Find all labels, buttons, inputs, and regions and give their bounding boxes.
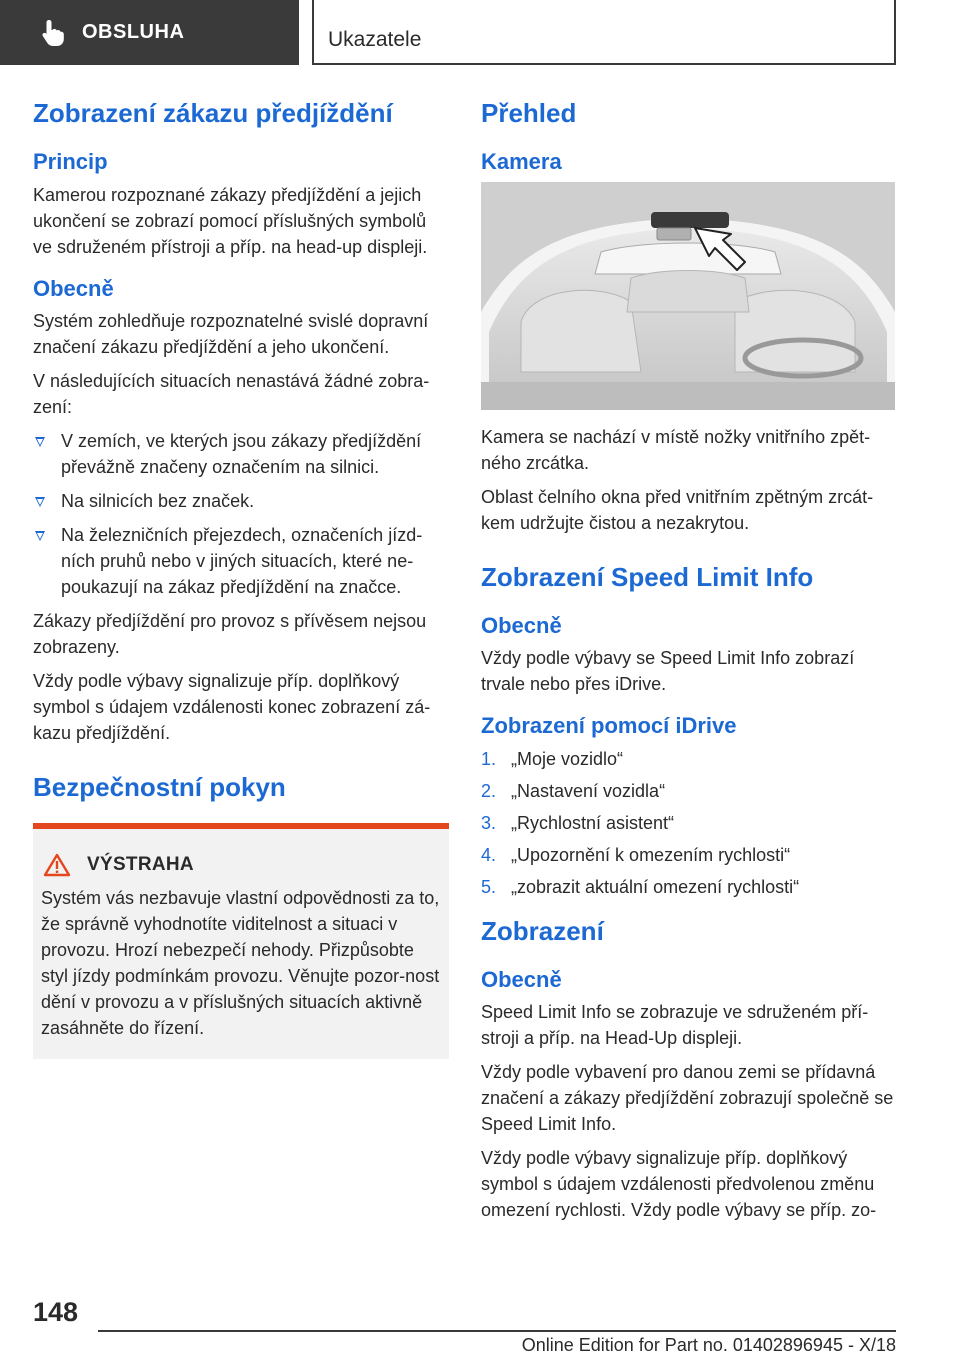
step-number: 4. (481, 844, 497, 865)
display-title: Zobrazení (481, 915, 604, 946)
triangle-bullet-icon (35, 437, 45, 447)
list-item (33, 428, 449, 480)
warning-box (33, 823, 449, 1059)
display-paragraph-1: Speed Limit Info se zobrazuje ve sdruženém pří-stroji a příp. na Head-Up displeji. (481, 1002, 869, 1049)
list-item-text: Na silnicích bez značek. (61, 490, 255, 511)
list-item (481, 746, 897, 772)
speed-limit-obecne-text: Vždy podle výbavy se Speed Limit Info zobrazí trvale nebo přes iDrive. (481, 648, 855, 695)
chapter-header (312, 0, 896, 65)
display-obecne-heading: Obecně (481, 966, 562, 992)
section-tab[interactable] (0, 0, 299, 65)
footer-divider (98, 1330, 896, 1332)
obecne-paragraph-1: Systém zohledňuje rozpoznatelné svislé dopravní značení zákazu předjíždění a jeho ukončení. (33, 310, 429, 357)
list-item (481, 778, 897, 804)
step-text: „Moje vozidlo“ (511, 748, 624, 769)
display-paragraph-3: Vždy podle výbavy signalizuje příp. doplňkový symbol s údajem vzdálenosti předvolenou změnu omezení rychlosti. Vždy podle výbavy se příp. zo- (481, 1148, 877, 1221)
camera-paragraph-1: Kamera se nachází v místě nožky vnitřního zpět-ného zrcátka. (481, 426, 871, 473)
hand-pointer-icon (40, 18, 66, 48)
step-text: „Nastavení vozidla“ (511, 780, 666, 801)
overview-title: Přehled (481, 98, 577, 128)
speed-limit-title: Zobrazení Speed Limit Info (481, 561, 814, 592)
edition-text: Online Edition for Part no. 01402896945 - X/18 (521, 1335, 896, 1355)
chapter-label: Ukazatele (328, 28, 422, 51)
obecne-paragraph-4: Vždy podle výbavy signalizuje příp. doplňkový symbol s údajem vzdálenosti konec zobrazení zá-kazu předjíždění. (33, 670, 431, 743)
camera-location-image (481, 182, 895, 410)
warning-text: Systém vás nezbavuje vlastní odpovědnosti za to, že správně vyhodnotíte viditelnost a situaci v provozu. Hrozí nebezpečí nehody. Přizpůsobte styl jízdy podmínkám provozu. Věnujte pozor-nost dění v provozu a v příslušných situacích aktivně zasáhněte do řízení. (41, 888, 440, 1039)
warning-header (41, 853, 441, 877)
obecne-paragraph-3: Zákazy předjíždění pro provoz s přívěsem nejsou zobrazeny. (33, 610, 427, 657)
obecne-heading: Obecně (33, 275, 114, 301)
right-column (481, 98, 897, 1231)
speed-limit-obecne-heading: Obecně (481, 612, 562, 638)
camera-paragraph-2: Oblast čelního okna před vnitřním zpětným zrcát-kem udržujte čistou a nezakrytou. (481, 486, 874, 533)
step-number: 2. (481, 780, 497, 801)
left-column (33, 98, 449, 1059)
step-number: 1. (481, 748, 497, 769)
warning-triangle-icon (43, 853, 71, 877)
list-item-text: Na železničních přejezdech, označeních jízd-ních pruhů nebo v jiných situacích, které ne-poukazují na zákaz předjíždění na značce. (61, 524, 423, 597)
camera-heading: Kamera (481, 149, 562, 175)
display-paragraph-2: Vždy podle vybavení pro danou zemi se přídavná značení a zákazy předjíždění zobrazují společně se Speed Limit Info. (481, 1062, 894, 1135)
list-item (481, 874, 897, 900)
princip-heading: Princip (33, 149, 108, 175)
idrive-heading: Zobrazení pomocí iDrive (481, 713, 737, 739)
obecne-paragraph-2: V následujících situacích nenastává žádné zobra-zení: (33, 370, 430, 417)
list-item-text: V zemích, ve kterých jsou zákazy předjíždění převážně značeny označením na silnici. (61, 430, 422, 477)
step-text: „Upozornění k omezením rychlosti“ (511, 844, 791, 865)
step-number: 3. (481, 812, 497, 833)
section-label: OBSLUHA (82, 21, 185, 43)
step-text: „zobrazit aktuální omezení rychlosti“ (511, 876, 800, 897)
list-item (481, 810, 897, 836)
list-item (33, 488, 449, 514)
page-number: 148 (33, 1297, 79, 1327)
idrive-steps (481, 746, 897, 900)
princip-text: Kamerou rozpoznané zákazy předjíždění a jejich ukončení se zobrazí pomocí příslušných symbolů ve sdruženém přístroji a příp. na head-up displeji. (33, 184, 428, 257)
safety-title: Bezpečnostní pokyn (33, 771, 286, 802)
section-title: Zobrazení zákazu předjíždění (33, 98, 393, 128)
step-text: „Rychlostní asistent“ (511, 812, 675, 833)
list-item (481, 842, 897, 868)
situations-list (33, 428, 449, 600)
triangle-bullet-icon (35, 497, 45, 507)
warning-title: VÝSTRAHA (87, 854, 194, 876)
triangle-bullet-icon (35, 531, 45, 541)
list-item (33, 522, 449, 600)
step-number: 5. (481, 876, 497, 897)
